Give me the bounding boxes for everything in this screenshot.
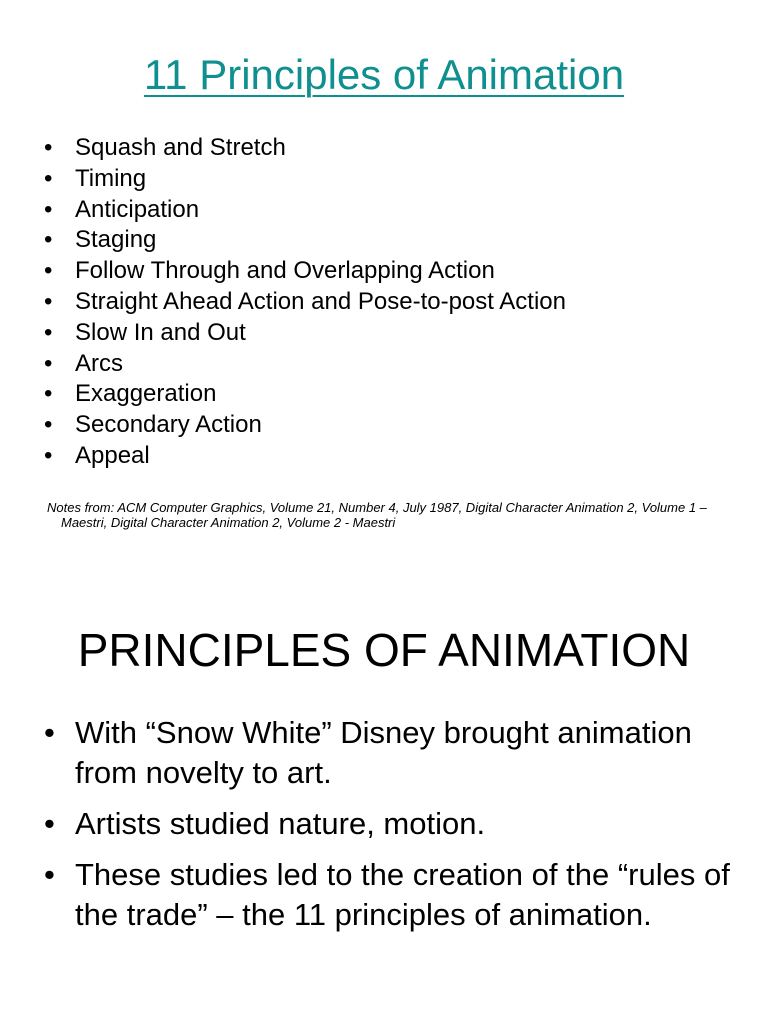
bullet-icon: •	[44, 441, 53, 469]
bullet-icon: •	[44, 164, 53, 192]
slide-principles-intro	[0, 560, 768, 1024]
list-item-text: Appeal	[75, 441, 150, 469]
list-item-text: Slow In and Out	[75, 318, 246, 346]
bullet-icon: •	[44, 318, 53, 346]
bullet-icon: •	[44, 857, 55, 892]
list-item	[44, 379, 566, 410]
list-item-text: Staging	[75, 226, 157, 254]
bullet-icon: •	[44, 226, 53, 254]
slide-title: PRINCIPLES OF ANIMATION	[77, 624, 691, 676]
bullet-icon: •	[44, 349, 53, 377]
bullet-icon: •	[44, 715, 55, 750]
list-item	[44, 164, 566, 195]
list-item	[44, 195, 566, 226]
list-item-text: Anticipation	[75, 195, 200, 223]
intro-list	[44, 713, 734, 946]
list-item-text: These studies led to the creation of the “rules of the trade” – the 11 principles of animation.	[75, 857, 730, 932]
list-item-text: Arcs	[75, 349, 123, 377]
bullet-icon: •	[44, 134, 53, 161]
list-item	[44, 225, 566, 256]
list-item-text: Follow Through and Overlapping Action	[75, 257, 495, 285]
list-item-text: Artists studied nature, motion.	[75, 806, 486, 841]
list-item	[44, 804, 734, 844]
bullet-icon: •	[44, 195, 53, 223]
bullet-icon: •	[44, 287, 53, 315]
list-item-text: Squash and Stretch	[75, 134, 286, 161]
list-item-text: Timing	[75, 164, 147, 192]
source-notes: Notes from: ACM Computer Graphics, Volume 21, Number 4, July 1987, Digital Character Animation 2, Volume 1 – Maestri, Digital Character Animation 2, Volume 2 - Maestri	[47, 500, 707, 530]
principles-list	[44, 133, 566, 472]
list-item	[44, 133, 566, 164]
list-item-text: Straight Ahead Action and Pose-to-post Action	[75, 287, 566, 315]
bullet-icon: •	[44, 380, 53, 408]
bullet-icon: •	[44, 806, 55, 841]
list-item	[44, 713, 734, 793]
list-item-text: Exaggeration	[75, 380, 217, 408]
list-item-text: With “Snow White” Disney brought animation from novelty to art.	[75, 715, 692, 790]
list-item	[44, 318, 566, 349]
bullet-icon: •	[44, 257, 53, 285]
list-item-text: Secondary Action	[75, 411, 262, 439]
bullet-icon: •	[44, 411, 53, 439]
list-item	[44, 441, 566, 472]
list-item	[44, 410, 566, 441]
list-item	[44, 349, 566, 380]
list-item	[44, 855, 734, 935]
slide-title: 11 Principles of Animation	[143, 51, 625, 98]
list-item	[44, 256, 566, 287]
list-item	[44, 287, 566, 318]
